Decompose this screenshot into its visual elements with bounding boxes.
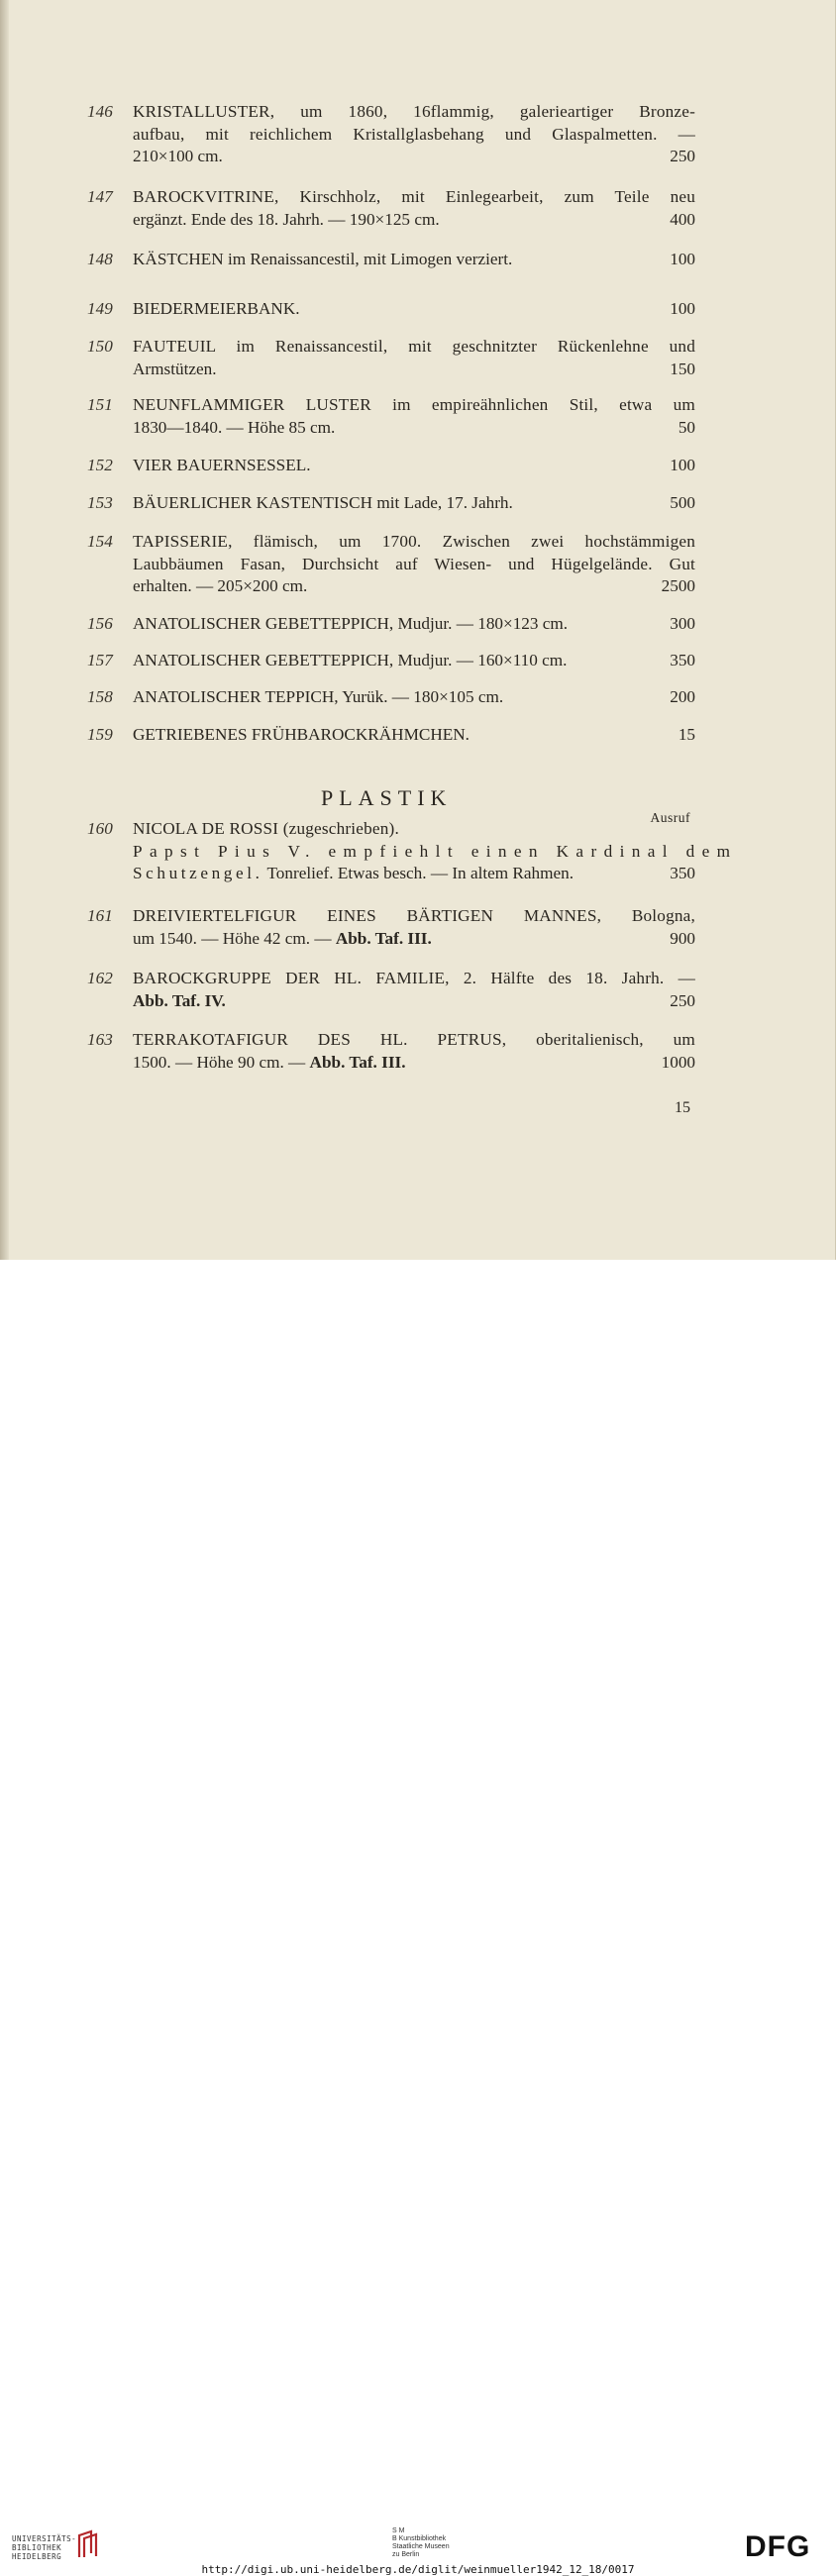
- lot-price: 500: [670, 493, 695, 512]
- entry-line: NICOLA DE ROSSI (zugeschrieben).: [133, 819, 399, 838]
- entry-last-line: [133, 455, 695, 477]
- entry-line: BAROCKVITRINE, Kirschholz, mit Einlegearbeit, zum Teile neu: [133, 187, 695, 206]
- entry-text: BIEDERMEIERBANK.: [133, 299, 300, 318]
- lot-price: 350: [670, 651, 695, 670]
- lot-price: 100: [670, 299, 695, 318]
- entry-text: 1500. — Höhe 90 cm. —: [133, 1052, 310, 1072]
- plate-reference: Abb. Taf. III.: [335, 928, 432, 948]
- lot-price: 2500: [661, 576, 695, 595]
- section-title: PLASTIK: [321, 785, 453, 810]
- entry-last-line: [133, 613, 695, 636]
- lot-number: 152: [87, 456, 113, 474]
- entry-line: KRISTALLUSTER, um 1860, 16flammig, galerieartiger Bronze-: [133, 102, 695, 121]
- entry-text-spaced: Schutzengel.: [133, 864, 263, 882]
- lot-number: 161: [87, 906, 113, 925]
- entry-last-line: [133, 686, 695, 709]
- entry-last-line: [133, 492, 695, 515]
- entry-last-line: [133, 724, 695, 747]
- lot-number: 163: [87, 1030, 113, 1049]
- lot-price: 150: [670, 359, 695, 378]
- page-number: 15: [675, 1099, 690, 1116]
- lot-number: 156: [87, 614, 113, 633]
- entry-line: FAUTEUIL im Renaissancestil, mit geschnitzter Rückenlehne und: [133, 337, 695, 356]
- entry-line: DREIVIERTELFIGUR EINES BÄRTIGEN MANNES, Bologna,: [133, 906, 695, 925]
- entry-last-line: [133, 575, 695, 598]
- lot-price: 1000: [661, 1052, 695, 1072]
- museum-logo-text: [392, 2527, 450, 2559]
- lot-number: 146: [87, 102, 113, 121]
- entry-last-line: [133, 298, 695, 321]
- lot-price: 100: [670, 250, 695, 268]
- entry-text: GETRIEBENES FRÜHBAROCKRÄHMCHEN.: [133, 725, 470, 744]
- entry-last-line: [133, 990, 695, 1013]
- entry-last-line: [133, 249, 695, 271]
- museum-line: zu Berlin: [392, 2551, 420, 2558]
- entry-line: aufbau, mit reichlichem Kristallglasbehang und Glaspalmetten. —: [133, 124, 695, 144]
- entry-text: KÄSTCHEN im Renaissancestil, mit Limogen verziert.: [133, 250, 513, 268]
- entry-text: um 1540. — Höhe 42 cm. —: [133, 928, 336, 948]
- entry-last-line: [133, 928, 695, 951]
- museum-line: S M: [392, 2527, 405, 2534]
- plate-reference: Abb. Taf. III.: [309, 1052, 406, 1072]
- lot-price: 400: [670, 209, 695, 229]
- entry-last-line: [133, 650, 695, 672]
- lot-number: 159: [87, 725, 113, 744]
- entry-text: ergänzt. Ende des 18. Jahrh. — 190×125 cm.: [133, 209, 440, 229]
- lot-number: 151: [87, 395, 113, 414]
- library-name-line: HEIDELBERG: [12, 2552, 62, 2561]
- library-name-line: BIBLIOTHEK: [12, 2543, 62, 2552]
- entry-text: VIER BAUERNSESSEL.: [133, 456, 311, 474]
- entry-line: BAROCKGRUPPE DER HL. FAMILIE, 2. Hälfte des 18. Jahrh. —: [133, 969, 695, 987]
- lot-price: 900: [670, 928, 695, 948]
- entry-text: Armstützen.: [133, 359, 217, 378]
- library-name-line: UNIVERSITÄTS-: [12, 2534, 77, 2543]
- lot-price: 200: [670, 687, 695, 706]
- museum-line: B Kunstbibliothek: [392, 2535, 447, 2542]
- price-column-header: Ausruf: [650, 810, 690, 825]
- entry-text: 210×100 cm.: [133, 147, 223, 165]
- scanned-page: [0, 0, 836, 1260]
- entry-line: TAPISSERIE, flämisch, um 1700. Zwischen zwei hochstämmigen: [133, 532, 695, 551]
- page-binding-edge: [0, 0, 9, 1260]
- entry-last-line: [133, 209, 695, 232]
- lot-number: 157: [87, 651, 113, 670]
- entry-text: 1830—1840. — Höhe 85 cm.: [133, 417, 336, 437]
- entry-text: ANATOLISCHER GEBETTEPPICH, Mudjur. — 180×123 cm.: [133, 614, 569, 633]
- entry-text: ANATOLISCHER TEPPICH, Yurük. — 180×105 cm.: [133, 687, 504, 706]
- lot-price: 300: [670, 614, 695, 633]
- digitization-footer: [0, 1260, 836, 2576]
- entry-text: ANATOLISCHER GEBETTEPPICH, Mudjur. — 160×110 cm.: [133, 651, 568, 670]
- lot-number: 154: [87, 532, 113, 551]
- entry-line: TERRAKOTAFIGUR DES HL. PETRUS, oberitalienisch, um: [133, 1030, 695, 1049]
- entry-text: BÄUERLICHER KASTENTISCH mit Lade, 17. Jahrh.: [133, 493, 513, 512]
- university-library-name: [12, 2534, 76, 2561]
- university-logo-icon: [75, 2529, 101, 2559]
- lot-number: 160: [87, 819, 113, 838]
- museum-line: Staatliche Museen: [392, 2543, 450, 2550]
- lot-price: 15: [678, 725, 695, 744]
- plate-reference: Abb. Taf. IV.: [133, 990, 226, 1010]
- lot-number: 153: [87, 493, 113, 512]
- entry-last-line: [133, 359, 695, 381]
- entry-text: Tonrelief. Etwas besch. — In altem Rahmen.: [262, 864, 574, 882]
- lot-number: 150: [87, 337, 113, 356]
- dfg-logo: DFG: [745, 2530, 811, 2563]
- entry-last-line: [133, 146, 695, 168]
- lot-number: 158: [87, 687, 113, 706]
- entry-line: NEUNFLAMMIGER LUSTER im empireähnlichen Stil, etwa um: [133, 395, 695, 414]
- entry-line: Laubbäumen Fasan, Durchsicht auf Wiesen- und Hügelgelände. Gut: [133, 554, 695, 573]
- lot-number: 148: [87, 250, 113, 268]
- lot-number: 147: [87, 187, 113, 206]
- entry-line: Papst Pius V. empfiehlt einen Kardinal dem: [133, 841, 738, 861]
- lot-price: 100: [670, 456, 695, 474]
- entry-last-line: [133, 417, 695, 440]
- lot-number: 162: [87, 969, 113, 987]
- permalink-url[interactable]: http://digi.ub.uni-heidelberg.de/diglit/weinmueller1942_12_18/0017: [201, 2563, 635, 2576]
- lot-price: 350: [670, 864, 695, 882]
- lot-price: 250: [670, 147, 695, 165]
- entry-last-line: [133, 863, 695, 885]
- lot-number: 149: [87, 299, 113, 318]
- lot-price: 250: [670, 990, 695, 1010]
- entry-last-line: [133, 1052, 695, 1075]
- entry-text: erhalten. — 205×200 cm.: [133, 576, 308, 595]
- lot-price: 50: [678, 417, 695, 437]
